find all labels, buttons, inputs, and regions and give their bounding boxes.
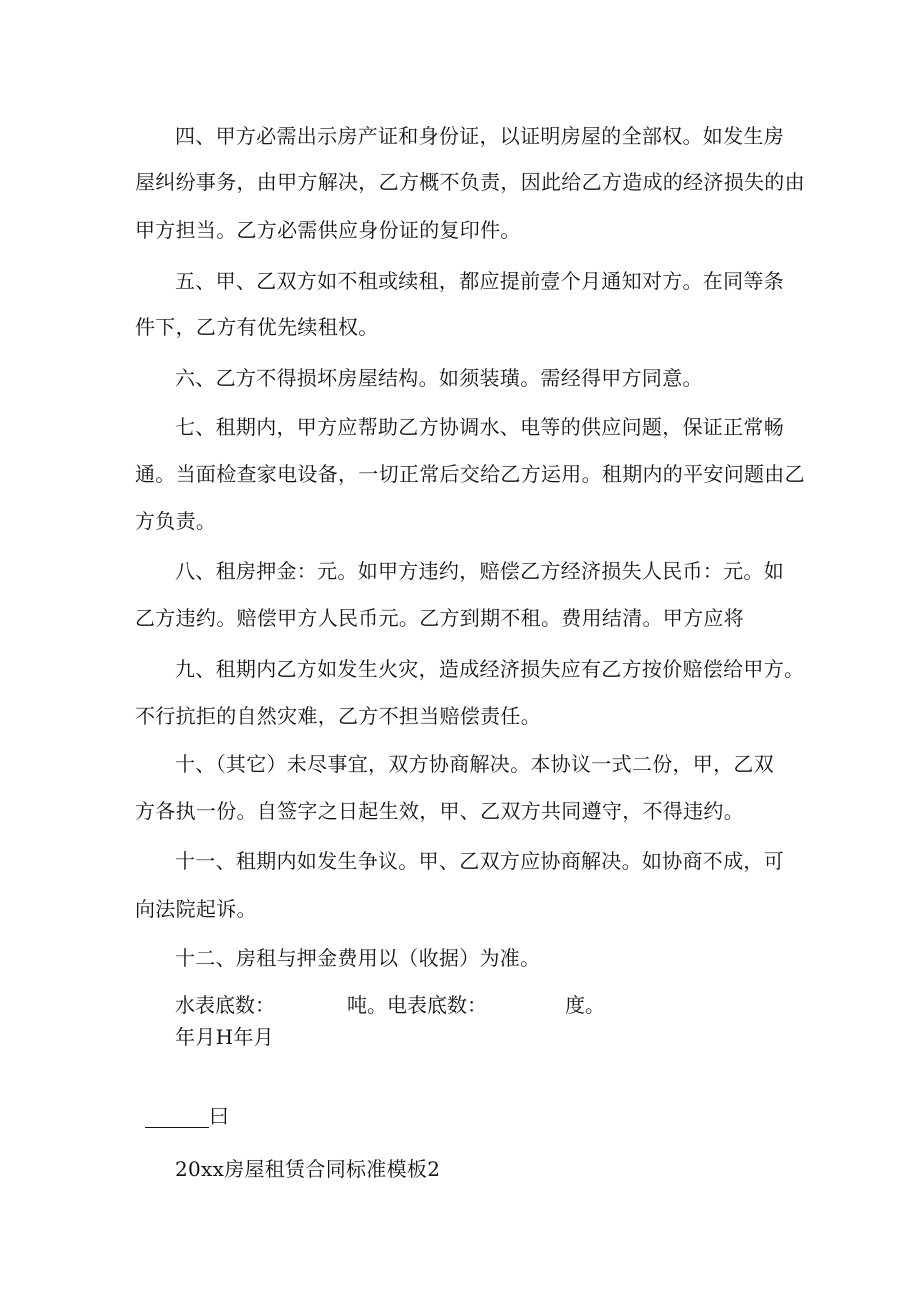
paragraph-7-line-1: 七、租期内，甲方应帮助乙方协调水、电等的供应问题，保证正常畅 <box>175 415 784 439</box>
paragraph-11-line-2: 向法院起诉。 <box>135 897 257 921</box>
paragraph-10-line-1: 十、（其它）未尽事宜，双方协商解决。本协议一式二份，甲，乙双 <box>175 752 774 776</box>
paragraph-8-line-1: 八、租房押金：元。如甲方违约，赔偿乙方经济损失人民币：元。如 <box>175 559 784 583</box>
water-unit-and-electric-label: 吨。电表底数： <box>347 993 487 1017</box>
water-meter-label: 水表底数： <box>175 993 275 1017</box>
paragraph-11-line-1: 十一、租期内如发生争议。甲、乙双方应协商解决。如协商不成，可 <box>175 849 784 873</box>
paragraph-9-line-1: 九、租期内乙方如发生火灾，造成经济损失应有乙方按价赔偿给甲方。 <box>175 657 805 681</box>
paragraph-4-line-2: 屋纠纷事务，由甲方解决，乙方概不负责，因此给乙方造成的经济损失的由 <box>135 170 805 194</box>
paragraph-9-line-2: 不行抗拒的自然灾难，乙方不担当赔偿责任。 <box>135 704 541 728</box>
paragraph-12-line-1: 十二、房租与押金费用以（收据）为准。 <box>175 946 541 970</box>
paragraph-7-line-2: 通。当面检查家电设备，一切正常后交给乙方运用。租期内的平安问题由乙 <box>135 462 805 486</box>
electric-unit: 度。 <box>565 993 605 1017</box>
signature-row <box>145 1104 229 1128</box>
next-document-title: 20xx房屋租赁合同标准模板2 <box>175 1157 441 1181</box>
date-line: 年月H年月 <box>175 1025 274 1049</box>
paragraph-8-line-2: 乙方违约。赔偿甲方人民币元。乙方到期不租。费用结清。甲方应将 <box>135 606 744 630</box>
paragraph-4-line-3: 甲方担当。乙方必需供应身份证的复印件。 <box>135 218 521 242</box>
signature-blank <box>145 1107 209 1128</box>
meter-readings-row <box>175 993 605 1017</box>
paragraph-7-line-3: 方负责。 <box>135 509 217 533</box>
paragraph-5-line-2: 件下，乙方有优先续租权。 <box>135 315 379 339</box>
paragraph-5-line-1: 五、甲、乙双方如不租或续租，都应提前壹个月通知对方。在同等条 <box>175 269 784 293</box>
paragraph-10-line-2: 方各执一份。自签字之日起生效，甲、乙双方共同遵守，不得违约。 <box>135 799 744 823</box>
paragraph-6-line-1: 六、乙方不得损坏房屋结构。如须装璜。需经得甲方同意。 <box>175 366 703 390</box>
paragraph-4-line-1: 四、甲方必需出示房产证和身份证，以证明房屋的全部权。如发生房 <box>175 124 784 148</box>
signature-char: 曰 <box>209 1104 229 1128</box>
